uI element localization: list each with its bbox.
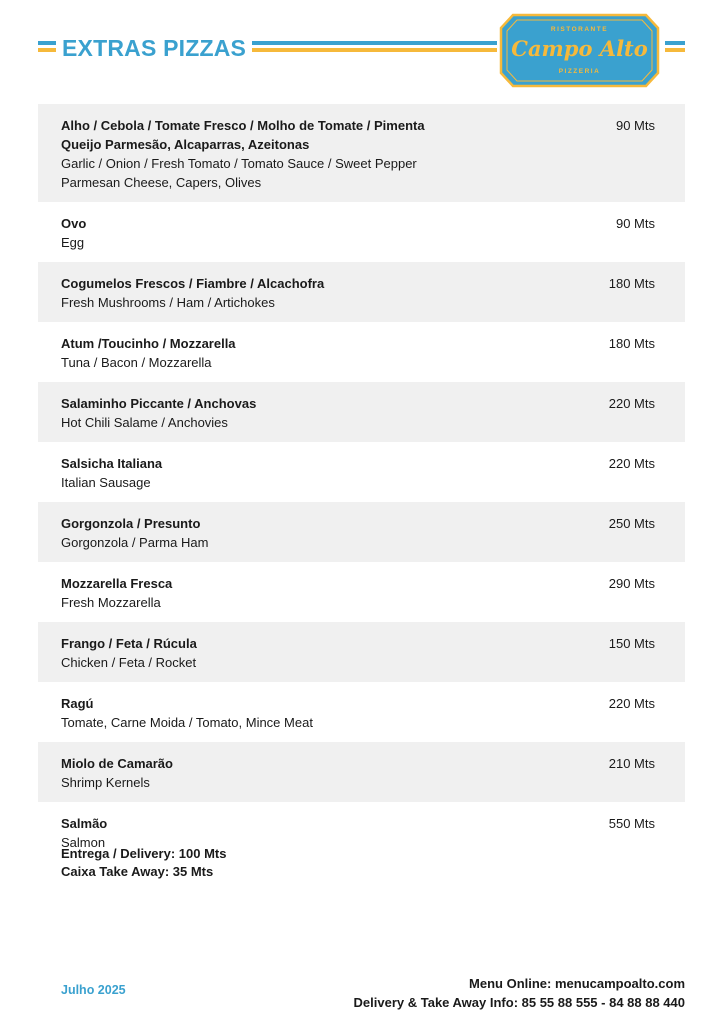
item-name-en: Chicken / Feta / Rocket <box>61 655 197 670</box>
menu-item <box>38 742 685 802</box>
item-name-pt: Ragú <box>61 696 94 711</box>
item-name-pt: Mozzarella Fresca <box>61 576 173 591</box>
item-name-en: Hot Chili Salame / Anchovies <box>61 415 228 430</box>
restaurant-logo <box>499 12 660 89</box>
item-price: 220 Mts <box>608 696 655 711</box>
item-name-pt: Gorgonzola / Presunto <box>61 516 201 531</box>
item-name-en: Tomate, Carne Moida / Tomato, Mince Meat <box>61 715 313 730</box>
menu-item <box>38 104 685 202</box>
header-stripes-middle <box>252 41 497 54</box>
item-price: 150 Mts <box>608 636 655 651</box>
logo-bottom-text: PIZZERIA <box>558 68 601 75</box>
item-name-en: Garlic / Onion / Fresh Tomato / Tomato Sauce / Sweet Pepper <box>61 156 417 171</box>
item-name-pt: Salmão <box>61 816 108 831</box>
item-name-en-line2: Parmesan Cheese, Capers, Olives <box>61 175 262 190</box>
menu-item <box>38 442 685 502</box>
item-price: 180 Mts <box>608 276 655 291</box>
menu-item <box>38 382 685 442</box>
item-name-en: Egg <box>61 235 85 250</box>
page-title: EXTRAS PIZZAS <box>62 35 247 61</box>
menu-item <box>38 682 685 742</box>
item-name-en: Fresh Mozzarella <box>61 595 161 610</box>
item-name-en: Tuna / Bacon / Mozzarella <box>61 355 212 370</box>
extras-list <box>38 104 685 862</box>
menu-online-link: Menu Online: menucampoalto.com <box>469 976 685 991</box>
item-name-en: Italian Sausage <box>61 475 151 490</box>
header-stripes-right <box>665 41 685 54</box>
item-price: 220 Mts <box>608 456 655 471</box>
item-price: 220 Mts <box>608 396 655 411</box>
item-name-en: Gorgonzola / Parma Ham <box>61 535 209 550</box>
item-name-pt: Salaminho Piccante / Anchovas <box>61 396 257 411</box>
item-price: 550 Mts <box>608 816 655 831</box>
item-name-pt: Salsicha Italiana <box>61 456 163 471</box>
item-price: 250 Mts <box>608 516 655 531</box>
delivery-phone-info: Delivery & Take Away Info: 85 55 88 555 - 84 88 88 440 <box>353 995 685 1010</box>
menu-item <box>38 322 685 382</box>
item-name-en: Salmon <box>61 835 106 850</box>
menu-date: Julho 2025 <box>61 983 126 997</box>
item-price: 90 Mts <box>615 216 655 231</box>
item-name-pt: Cogumelos Frescos / Fiambre / Alcachofra <box>61 276 325 291</box>
item-price: 180 Mts <box>608 336 655 351</box>
header-stripes-left <box>38 41 56 54</box>
item-name-pt: Alho / Cebola / Tomate Fresco / Molho de Tomate / Pimenta <box>61 118 425 133</box>
takeaway-fee: Caixa Take Away: 35 Mts <box>61 864 214 879</box>
item-name-en: Fresh Mushrooms / Ham / Artichokes <box>61 295 275 310</box>
menu-item <box>38 622 685 682</box>
menu-item <box>38 562 685 622</box>
item-name-pt: Frango / Feta / Rúcula <box>61 636 197 651</box>
item-name-pt: Miolo de Camarão <box>61 756 173 771</box>
item-price: 290 Mts <box>608 576 655 591</box>
logo-top-text: RISTORANTE <box>550 26 609 33</box>
item-name-pt: Atum /Toucinho / Mozzarella <box>61 336 236 351</box>
logo-name: Campo Alto <box>511 36 648 61</box>
item-name-pt-line2: Queijo Parmesão, Alcaparras, Azeitonas <box>61 137 310 152</box>
menu-item <box>38 262 685 322</box>
fees-block <box>61 845 226 881</box>
item-price: 90 Mts <box>615 118 655 133</box>
item-name-pt: Ovo <box>61 216 87 231</box>
item-price: 210 Mts <box>608 756 655 771</box>
menu-item <box>38 202 685 262</box>
item-name-en: Shrimp Kernels <box>61 775 150 790</box>
contact-info <box>354 974 685 1012</box>
delivery-fee: Entrega / Delivery: 100 Mts <box>61 846 227 861</box>
menu-item <box>38 502 685 562</box>
